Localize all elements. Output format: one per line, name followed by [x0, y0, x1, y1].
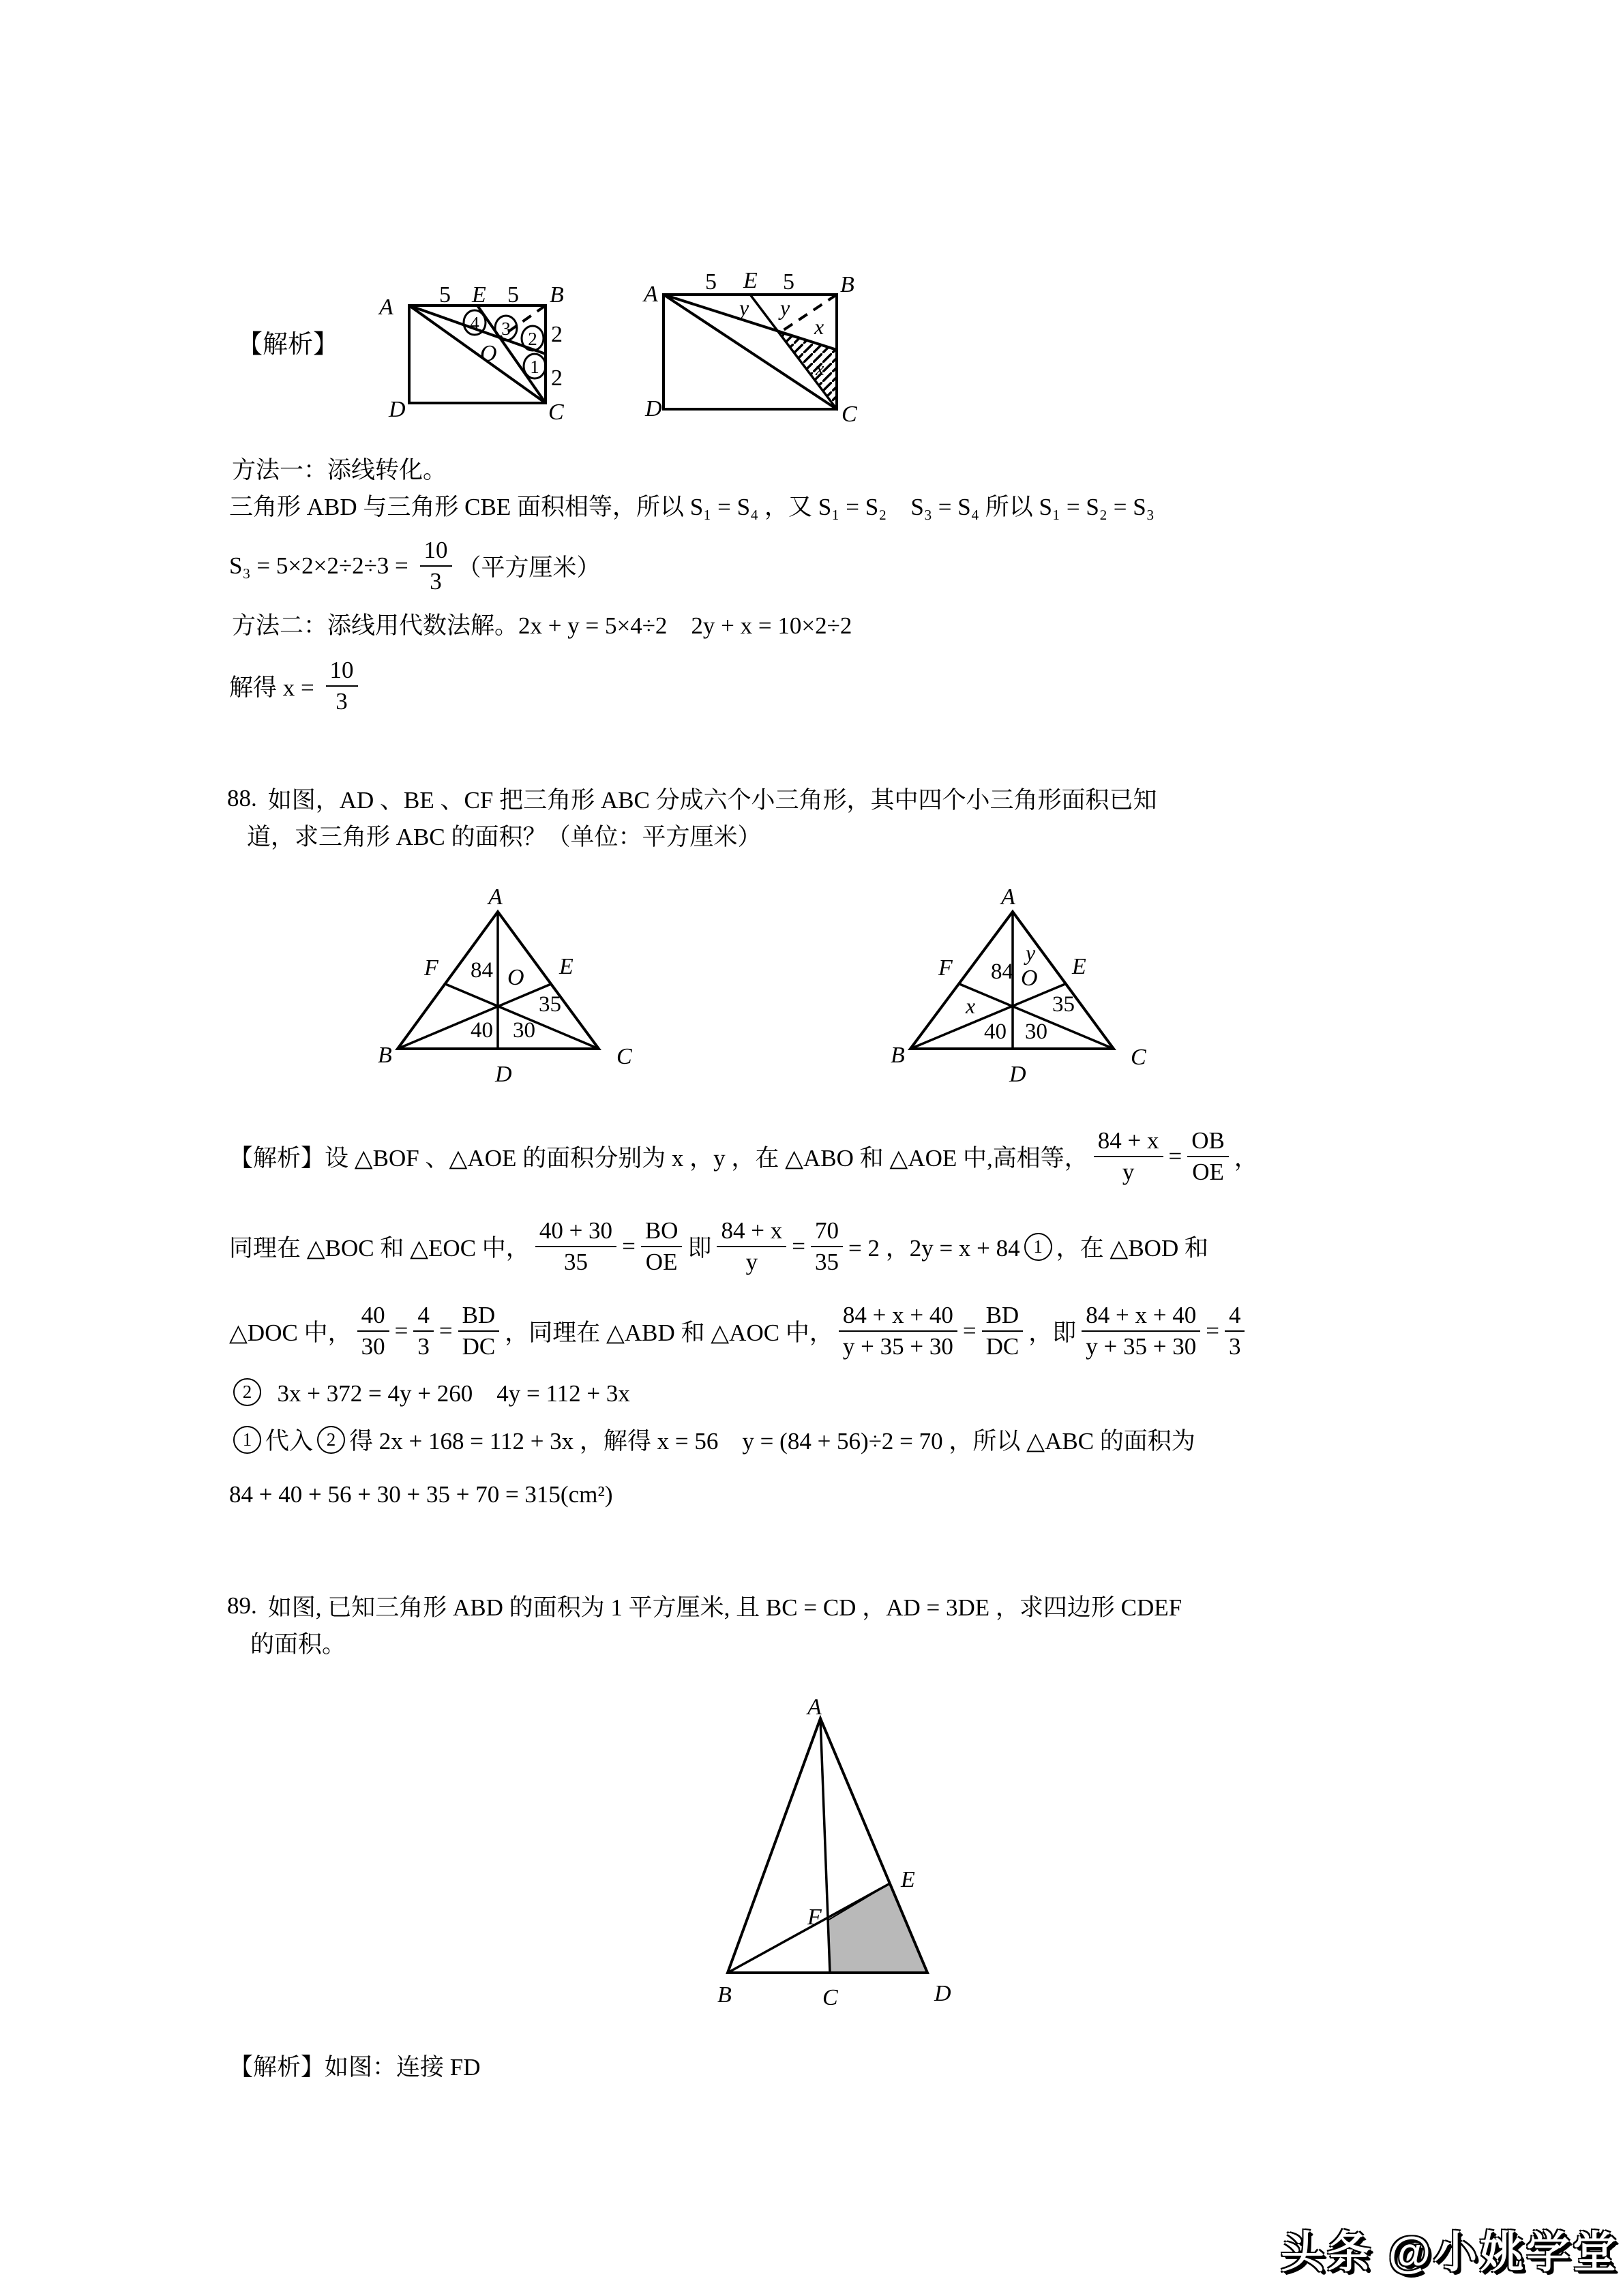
label-O: O: [1021, 966, 1038, 991]
solution-88-line1: [229, 1124, 1258, 1189]
circled-1: 1: [530, 357, 539, 377]
figure-triangle-88-left: [368, 880, 641, 1084]
label-5-left: 5: [705, 269, 717, 295]
figure-rectangle-method1: [368, 275, 580, 425]
area-84: 84: [991, 959, 1013, 984]
label-E: E: [472, 282, 486, 308]
label-5-right: 5: [783, 269, 794, 295]
label-O: O: [480, 341, 497, 366]
problem-text: 如图, 已知三角形 ABD 的面积为 1 平方厘米, 且 BC = CD ，AD = 3DE ，求四边形 CDEF: [267, 1594, 1182, 1621]
area-40: 40: [471, 1018, 493, 1043]
label-y-left: y: [739, 295, 749, 320]
text-run: =: [622, 1233, 636, 1259]
label-D: D: [934, 1981, 951, 2005]
equation-text: S₃ = 5×2×2÷2÷3 =: [229, 552, 415, 579]
text-run: 3x + 372 = 4y + 260 4y = 112 + 3x: [265, 1380, 630, 1407]
label-y-right: y: [780, 295, 790, 320]
circled-number-2: 2: [317, 1426, 345, 1454]
label-D: D: [389, 397, 406, 422]
label-D: D: [495, 1062, 512, 1084]
fraction: [1187, 1127, 1229, 1186]
text-run: 同理在 △BOC 和 △EOC 中，: [229, 1235, 530, 1262]
fraction-numerator: BO: [641, 1217, 683, 1247]
label-2-upper: 2: [551, 322, 563, 347]
circled-number-2: 2: [233, 1378, 261, 1406]
label-B: B: [840, 272, 854, 297]
problem-88-line2: 道，求三角形 ABC 的面积？（单位：平方厘米）: [247, 824, 762, 850]
solve-x-line: [229, 653, 363, 719]
fraction: [326, 657, 358, 715]
method2-text: 方法二：添线用代数法解。2x + y = 5×4÷2 2y + x = 10×2÷2: [232, 612, 852, 639]
problem-number: 88.: [227, 785, 257, 811]
circled-3: 3: [501, 318, 511, 339]
fraction-numerator: 70: [811, 1217, 843, 1247]
circled-number-1: 1: [233, 1426, 261, 1454]
fraction-numerator: 40 + 30: [535, 1217, 616, 1247]
fraction: [420, 537, 452, 595]
text-run: 即: [687, 1235, 712, 1262]
label-x-in-hatch: x: [816, 359, 824, 380]
text-run: △DOC 中，: [229, 1320, 352, 1346]
shaded-quadrilateral-CDEF: [828, 1883, 927, 1973]
label-B: B: [891, 1043, 905, 1068]
label-x: x: [966, 994, 976, 1018]
equation-unit: （平方厘米）: [457, 554, 601, 581]
label-5-right: 5: [507, 282, 519, 308]
area-35: 35: [1052, 992, 1075, 1017]
solution-88-line6: 84 + 40 + 56 + 30 + 35 + 70 = 315(cm²): [229, 1481, 613, 1508]
text-run: ，即: [1028, 1320, 1077, 1346]
label-A: A: [644, 282, 658, 307]
problem-number: 89.: [227, 1592, 257, 1619]
circled-2: 2: [528, 329, 537, 349]
label-B: B: [378, 1043, 392, 1068]
solution-89-text: 【解析】如图：连接 FD: [229, 2054, 481, 2081]
solution-88-line5: [229, 1422, 1195, 1457]
area-40: 40: [984, 1019, 1007, 1044]
label-A: A: [807, 1698, 822, 1720]
fraction: [1082, 1302, 1200, 1360]
solution-88-line3: [229, 1296, 1250, 1367]
text-run: 代入: [265, 1428, 314, 1455]
fraction: [811, 1217, 843, 1276]
text-run: =: [1168, 1143, 1182, 1169]
fraction-denominator: 30: [361, 1333, 385, 1360]
fraction: [1094, 1127, 1163, 1186]
fraction-denominator: 3: [336, 688, 348, 715]
fraction-numerator: 40: [357, 1302, 389, 1332]
fraction-denominator: 35: [563, 1249, 588, 1275]
fraction-denominator: y + 35 + 30: [842, 1333, 953, 1360]
fraction: [717, 1217, 786, 1276]
label-F: F: [938, 955, 953, 981]
fraction-denominator: DC: [462, 1333, 496, 1360]
fraction-numerator: 10: [420, 537, 452, 567]
label-A: A: [488, 884, 503, 910]
label-C: C: [1131, 1045, 1146, 1070]
problem-89-line1: [227, 1589, 1182, 1623]
text-run: = 2 ，2y = x + 84: [848, 1235, 1020, 1262]
fraction: [839, 1302, 957, 1360]
fraction-denominator: 3: [430, 568, 442, 595]
fraction: [982, 1302, 1024, 1360]
fraction: [535, 1217, 616, 1276]
label-E: E: [743, 268, 758, 293]
line-AM: [664, 295, 837, 350]
fraction-numerator: 4: [413, 1302, 434, 1332]
fraction-numerator: OB: [1187, 1127, 1229, 1157]
solution-87-label: 【解析】: [237, 331, 338, 359]
fraction-numerator: BD: [458, 1302, 500, 1332]
solution-88-line2: [229, 1211, 1208, 1282]
fraction-numerator: 4: [1225, 1302, 1245, 1332]
label-A: A: [1001, 884, 1015, 910]
solution-88-line4: [229, 1375, 630, 1409]
circled-4: 4: [470, 313, 479, 333]
fraction-numerator: 10: [326, 657, 358, 687]
label-B: B: [550, 282, 564, 308]
s3-equation-line: [229, 533, 601, 599]
equation-text: 解得 x =: [229, 674, 321, 701]
problem-89-line2: 的面积。: [250, 1631, 346, 1658]
area-35: 35: [539, 992, 561, 1017]
label-x-upper: x: [814, 314, 824, 339]
label-F: F: [807, 1905, 822, 1930]
label-D: D: [1009, 1062, 1026, 1084]
fraction: [458, 1302, 500, 1360]
text-run: 得 2x + 168 = 112 + 3x ，解得 x = 56 y = (84 + 56)÷2 = 70 ，所以 △ABC 的面积为: [349, 1428, 1195, 1455]
text-run: ，: [1234, 1145, 1258, 1172]
text-run: =: [1206, 1317, 1219, 1344]
fraction-denominator: 3: [1228, 1333, 1241, 1360]
text-run: =: [394, 1317, 408, 1344]
problem-88-line1: [227, 781, 1157, 816]
text-run: =: [962, 1317, 977, 1344]
label-E: E: [1072, 954, 1086, 979]
text-run: =: [438, 1317, 453, 1344]
fraction: [413, 1302, 434, 1360]
fraction-denominator: OE: [645, 1249, 678, 1275]
problem-text: 如图，AD 、BE 、CF 把三角形 ABC 分成六个小三角形，其中四个小三角形面积已知: [267, 787, 1157, 814]
figure-triangle-88-right: [880, 880, 1152, 1084]
circled-number-1: 1: [1024, 1233, 1052, 1261]
label-y: y: [1026, 940, 1036, 965]
label-E: E: [901, 1867, 915, 1892]
label-5-left: 5: [439, 282, 451, 308]
fraction-numerator: 84 + x + 40: [1082, 1302, 1200, 1332]
line-AC: [820, 1718, 830, 1973]
label-C: C: [842, 402, 857, 427]
fraction-denominator: 3: [417, 1333, 430, 1360]
fraction-denominator: y + 35 + 30: [1086, 1333, 1197, 1360]
fraction-numerator: BD: [982, 1302, 1024, 1332]
text-run: =: [792, 1233, 805, 1259]
fraction-denominator: OE: [1192, 1159, 1224, 1185]
method1-title: 方法一：添线转化。: [232, 457, 447, 483]
fraction-numerator: 84 + x: [1094, 1127, 1163, 1157]
label-B: B: [717, 1982, 732, 2005]
label-C: C: [548, 400, 564, 425]
method1-text: 三角形 ABD 与三角形 CBE 面积相等，所以 S₁ = S₄ ，又 S₁ = S₂ S₃ = S₄ 所以 S₁ = S₂ = S₃: [229, 494, 1155, 520]
label-C: C: [616, 1044, 632, 1069]
label-A: A: [379, 295, 393, 320]
figure-triangle-89: [709, 1698, 968, 2005]
fraction-numerator: 84 + x: [717, 1217, 786, 1247]
area-84: 84: [471, 958, 493, 983]
label-F: F: [424, 955, 438, 981]
fraction: [1225, 1302, 1245, 1360]
fraction-denominator: DC: [985, 1333, 1019, 1360]
text-run: 【解析】设 △BOF 、△AOE 的面积分别为 x ，y ，在 △ABO 和 △AOE 中,高相等，: [229, 1145, 1088, 1172]
fraction-numerator: 84 + x + 40: [839, 1302, 957, 1332]
label-E: E: [559, 954, 574, 979]
area-30: 30: [513, 1018, 535, 1043]
fraction-denominator: y: [1122, 1159, 1135, 1185]
fraction-denominator: 35: [814, 1249, 839, 1275]
watermark: 头条 @小姚学堂: [1281, 2228, 1620, 2277]
fraction-denominator: y: [745, 1249, 758, 1275]
label-D: D: [645, 396, 662, 421]
text-run: ，在 △BOD 和: [1056, 1235, 1208, 1262]
area-30: 30: [1025, 1019, 1047, 1044]
fraction: [357, 1302, 389, 1360]
text-run: ，同理在 △ABD 和 △AOC 中，: [505, 1320, 833, 1346]
label-2-lower: 2: [551, 366, 563, 391]
fraction: [641, 1217, 683, 1276]
figure-rectangle-method2: [641, 258, 866, 432]
label-C: C: [822, 1985, 838, 2005]
label-O: O: [507, 965, 524, 990]
